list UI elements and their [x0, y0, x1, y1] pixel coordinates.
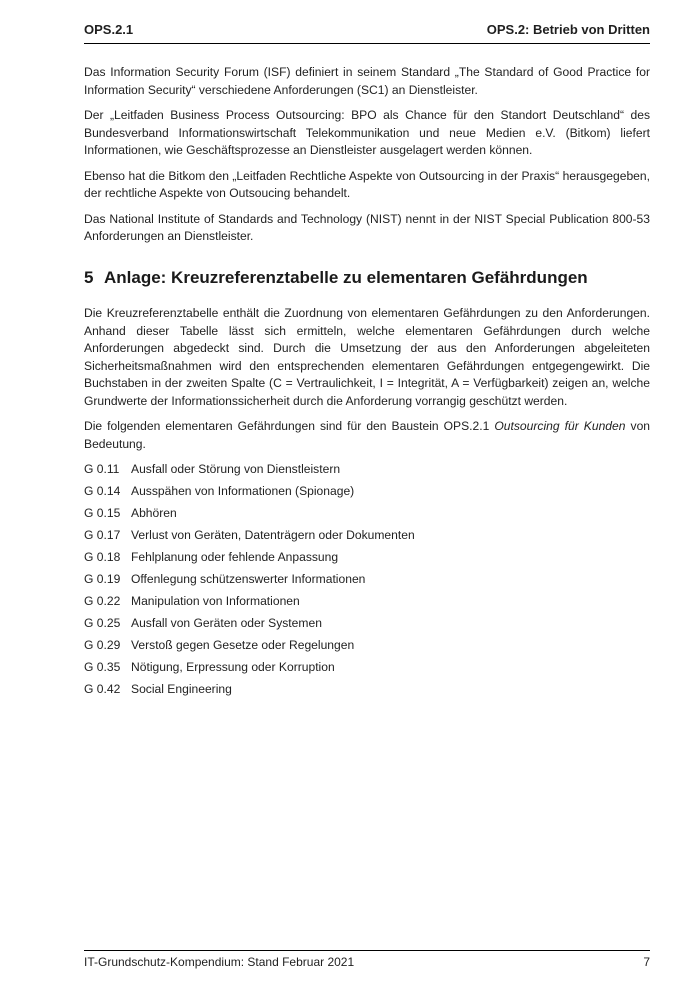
threat-label: Offenlegung schützenswerter Informationen	[131, 572, 366, 586]
threat-code: G 0.35	[84, 660, 121, 674]
threat-code: G 0.19	[84, 572, 121, 586]
threat-code: G 0.14	[84, 484, 121, 498]
list-item	[84, 637, 650, 659]
footer-document-title: IT-Grundschutz-Kompendium: Stand Februar 2021	[84, 955, 355, 969]
footer-divider	[84, 950, 650, 951]
threat-label: Verlust von Geräten, Datenträgern oder Dokumenten	[131, 528, 415, 542]
list-item	[84, 615, 650, 637]
page-header	[84, 22, 650, 42]
threat-label: Manipulation von Informationen	[131, 594, 300, 608]
threat-code: G 0.25	[84, 616, 121, 630]
relevance-paragraph	[84, 418, 650, 453]
threat-label: Ausfall von Geräten oder Systemen	[131, 616, 322, 630]
threat-label: Fehlplanung oder fehlende Anpassung	[131, 550, 339, 564]
relevance-suffix: von Bedeutung.	[84, 419, 651, 451]
threat-label: Ausfall oder Störung von Dienstleistern	[131, 462, 341, 476]
threat-label: Abhören	[131, 506, 177, 520]
list-item	[84, 483, 650, 505]
list-item	[84, 593, 650, 615]
threat-code: G 0.17	[84, 528, 121, 542]
threat-list	[84, 461, 650, 703]
header-divider	[84, 43, 650, 44]
header-chapter-title: OPS.2: Betrieb von Dritten	[486, 22, 650, 37]
threat-code: G 0.15	[84, 506, 121, 520]
threat-code: G 0.22	[84, 594, 121, 608]
threat-label: Nötigung, Erpressung oder Korruption	[131, 660, 335, 674]
list-item	[84, 659, 650, 681]
threat-label: Social Engineering	[131, 682, 232, 696]
paragraph-isf: Das Information Security Forum (ISF) definiert in seinem Standard „The Standard of Good Practice for Information Security“ verschiedene Anforderungen (SC1) an Dienstleister.	[84, 65, 650, 97]
section-title: Anlage: Kreuzreferenztabelle zu elementaren Gefährdungen	[104, 267, 588, 287]
threat-code: G 0.29	[84, 638, 121, 652]
page-number: 7	[643, 955, 650, 969]
list-item	[84, 571, 650, 593]
page-footer	[84, 955, 650, 969]
paragraph-bitkom-bpo: Der „Leitfaden Business Process Outsourcing: BPO als Chance für den Standort Deutschland“ des Bundesverband Informationswirtschaft Telekommunikation und neue Medien e.V. (Bitkom) liefert Informationen, wie Geschäftsprozesse an Dienstleister ausgelagert werden können.	[84, 108, 650, 157]
paragraph-nist: Das National Institute of Standards and Technology (NIST) nennt in der NIST Special Publication 800-53 Anforderungen an Dienstleister.	[84, 211, 650, 243]
threat-label: Ausspähen von Informationen (Spionage)	[131, 484, 355, 498]
paragraph-bitkom-legal: Ebenso hat die Bitkom den „Leitfaden Rechtliche Aspekte von Outsourcing in der Praxis“ herausgegeben, der rechtliche Aspekte von Outsoucing behandelt.	[84, 168, 650, 200]
list-item	[84, 461, 650, 483]
list-item	[84, 549, 650, 571]
section-heading	[84, 269, 650, 287]
section-number: 5	[84, 267, 94, 287]
relevance-prefix: Die folgenden elementaren Gefährdungen sind für den Baustein OPS.2.1	[84, 419, 495, 433]
header-module-id: OPS.2.1	[84, 22, 134, 37]
threat-code: G 0.18	[84, 550, 121, 564]
section-intro: Die Kreuzreferenztabelle enthält die Zuordnung von elementaren Gefährdungen zu den Anforderungen. Anhand dieser Tabelle lässt sich ermitteln, welche elementaren Gefährdungen durch welche Anforderungen abgedeckt sind. Durch die Umsetzung der aus den Anforderungen abgeleiteten Sicherheitsmaßnahmen wird den entsprechenden elementaren Gefährdungen entgegengewirkt. Die Buchstaben in der zweiten Spalte (C = Vertraulichkeit, I = Integrität, A = Verfügbarkeit) zeigen an, welche Grundwerte der Informationssicherheit durch die Anforderung vorrangig geschützt werden.	[84, 306, 650, 408]
threat-label: Verstoß gegen Gesetze oder Regelungen	[131, 638, 355, 652]
module-name: Outsourcing für Kunden	[494, 419, 626, 433]
page-content	[84, 64, 650, 703]
list-item	[84, 505, 650, 527]
list-item	[84, 527, 650, 549]
threat-code: G 0.42	[84, 682, 121, 696]
threat-code: G 0.11	[84, 462, 120, 476]
list-item	[84, 681, 650, 703]
